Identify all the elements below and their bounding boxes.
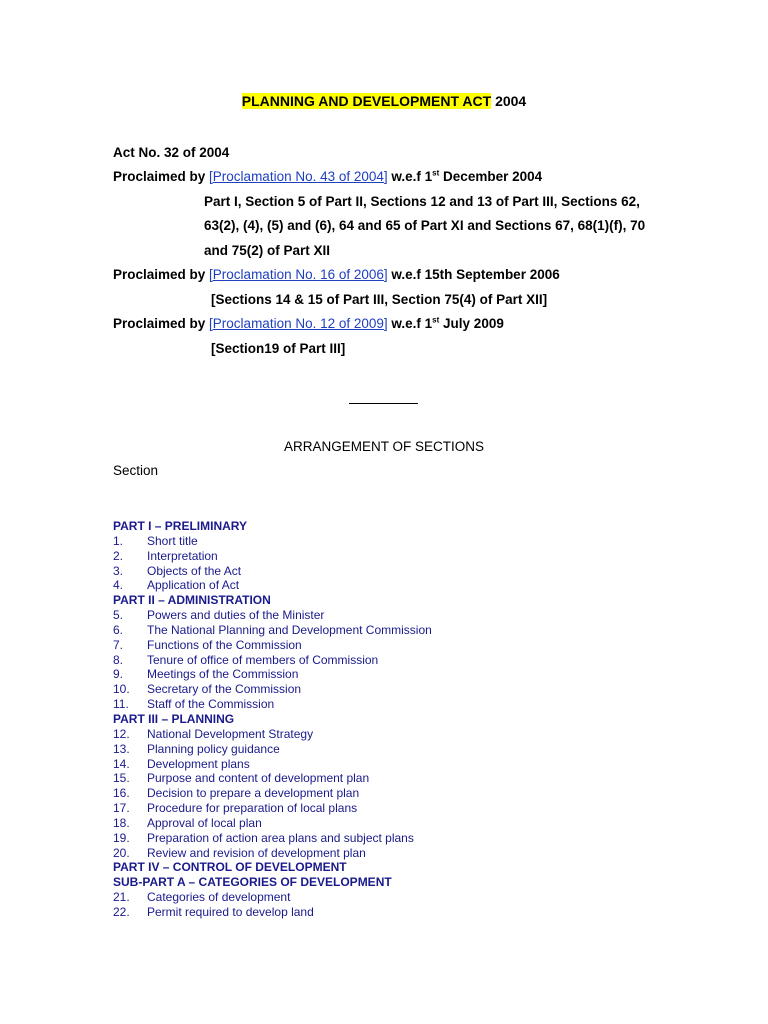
act-number: Act No. 32 of 2004 <box>113 145 230 160</box>
proclamation-wef-rest: July 2009 <box>439 316 504 331</box>
toc-item-title: The National Planning and Development Commission <box>147 622 432 637</box>
arrangement-heading: ARRANGEMENT OF SECTIONS <box>283 439 485 454</box>
proclamation-detail: [Section19 of Part III] <box>211 341 346 356</box>
toc-item-number: 14. <box>113 756 130 771</box>
toc-item-number: 10. <box>113 682 130 697</box>
toc-item-number: 6. <box>113 622 124 637</box>
toc-item-number: 5. <box>113 608 124 623</box>
toc-item[interactable] <box>113 564 673 579</box>
toc-item-number: 17. <box>113 801 130 816</box>
toc-item-title: Interpretation <box>147 548 218 563</box>
proclamation-line <box>113 316 504 331</box>
toc-item-title: Procedure for preparation of local plans <box>147 801 358 816</box>
proclamation-wef: w.e.f 1 <box>387 169 433 184</box>
toc-item[interactable] <box>113 638 673 653</box>
proclamation-detail: Part I, Section 5 of Part II, Sections 12 and 13 of Part III, Sections 62, <box>204 194 640 209</box>
toc-item[interactable] <box>113 578 673 593</box>
toc-item-title: Categories of development <box>147 890 291 905</box>
toc-item-number: 19. <box>113 830 130 845</box>
toc-item-number: 8. <box>113 652 124 667</box>
toc-item-number: 9. <box>113 667 124 682</box>
toc-item[interactable] <box>113 667 673 682</box>
toc-item-number: 2. <box>113 548 124 563</box>
toc-item[interactable] <box>113 742 673 757</box>
toc-item-title: Planning policy guidance <box>147 741 280 756</box>
proclamation-prefix: Proclaimed by <box>113 267 210 282</box>
toc-item[interactable] <box>113 682 673 697</box>
toc-item[interactable] <box>113 890 673 905</box>
toc-item[interactable] <box>113 771 673 786</box>
toc-item-title: Secretary of the Commission <box>147 682 302 697</box>
toc-item-title: Objects of the Act <box>147 563 242 578</box>
toc-item[interactable] <box>113 549 673 564</box>
table-of-contents <box>113 519 673 920</box>
toc-item-number: 21. <box>113 890 130 905</box>
toc-item[interactable] <box>113 831 673 846</box>
toc-item-title: Preparation of action area plans and subject plans <box>147 830 414 845</box>
act-title-year: 2004 <box>495 93 527 109</box>
proclamation-wef: w.e.f 15th September 2006 <box>387 267 560 282</box>
toc-item[interactable] <box>113 697 673 712</box>
separator-rule <box>349 403 418 404</box>
toc-item[interactable] <box>113 623 673 638</box>
proclamation-detail: 63(2), (4), (5) and (6), 64 and 65 of Part XI and Sections 67, 68(1)(f), 70 <box>204 218 646 233</box>
toc-item-number: 4. <box>113 578 124 593</box>
toc-item[interactable] <box>113 846 673 861</box>
proclamation-prefix: Proclaimed by <box>113 169 210 184</box>
toc-part-heading[interactable]: PART III – PLANNING <box>113 711 235 726</box>
toc-item-title: Meetings of the Commission <box>147 667 299 682</box>
toc-item-number: 15. <box>113 771 130 786</box>
proclamation-wef-sup: st <box>432 315 440 325</box>
toc-item-title: Short title <box>147 533 198 548</box>
toc-item-number: 18. <box>113 815 130 830</box>
toc-item-title: Development plans <box>147 756 250 771</box>
toc-item[interactable] <box>113 816 673 831</box>
toc-item[interactable] <box>113 727 673 742</box>
toc-item-number: 11. <box>113 697 129 712</box>
proclamation-link[interactable]: [Proclamation No. 12 of 2009] <box>209 316 388 331</box>
proclamation-detail: [Sections 14 & 15 of Part III, Section 75(4) of Part XII] <box>211 292 548 307</box>
act-title <box>0 93 768 109</box>
toc-item[interactable] <box>113 653 673 668</box>
toc-item-title: Review and revision of development plan <box>147 845 366 860</box>
toc-item-number: 20. <box>113 845 130 860</box>
toc-item-title: Staff of the Commission <box>147 697 275 712</box>
proclamation-detail: and 75(2) of Part XII <box>204 243 331 258</box>
proclamation-line <box>113 267 560 282</box>
toc-item-number: 13. <box>113 741 130 756</box>
toc-item-title: Purpose and content of development plan <box>147 771 370 786</box>
toc-item-title: Functions of the Commission <box>147 637 302 652</box>
section-label: Section <box>113 463 159 478</box>
toc-part-heading[interactable]: PART IV – CONTROL OF DEVELOPMENT <box>113 860 347 875</box>
toc-part-heading[interactable]: PART II – ADMINISTRATION <box>113 593 271 608</box>
toc-item-number: 16. <box>113 786 130 801</box>
toc-item-title: Decision to prepare a development plan <box>147 786 360 801</box>
proclamation-wef: w.e.f 1 <box>387 316 433 331</box>
proclamation-wef-rest: December 2004 <box>439 169 543 184</box>
toc-item-title: Powers and duties of the Minister <box>147 608 325 623</box>
toc-part-heading[interactable]: PART I – PRELIMINARY <box>113 519 248 533</box>
toc-item[interactable] <box>113 801 673 816</box>
toc-item-title: National Development Strategy <box>147 726 314 741</box>
toc-item-number: 12. <box>113 726 130 741</box>
toc-item-number: 3. <box>113 563 124 578</box>
toc-item-title: Tenure of office of members of Commission <box>147 652 379 667</box>
toc-item[interactable] <box>113 905 673 920</box>
toc-item-title: Permit required to develop land <box>147 904 314 919</box>
toc-item-number: 1. <box>113 533 124 548</box>
toc-item[interactable] <box>113 786 673 801</box>
proclamation-line <box>113 169 542 184</box>
toc-item-number: 22. <box>113 904 130 919</box>
toc-item-number: 7. <box>113 637 124 652</box>
toc-part-heading[interactable]: SUB-PART A – CATEGORIES OF DEVELOPMENT <box>113 875 392 890</box>
proclamation-prefix: Proclaimed by <box>113 316 210 331</box>
act-title-highlighted: PLANNING AND DEVELOPMENT ACT <box>241 93 492 109</box>
proclamation-link[interactable]: [Proclamation No. 43 of 2004] <box>209 169 388 184</box>
toc-item-title: Application of Act <box>147 578 240 593</box>
toc-item-title: Approval of local plan <box>147 815 262 830</box>
toc-item[interactable] <box>113 608 673 623</box>
toc-item[interactable] <box>113 757 673 772</box>
proclamation-link[interactable]: [Proclamation No. 16 of 2006] <box>209 267 388 282</box>
toc-item[interactable] <box>113 534 673 549</box>
proclamation-wef-sup: st <box>432 168 440 178</box>
